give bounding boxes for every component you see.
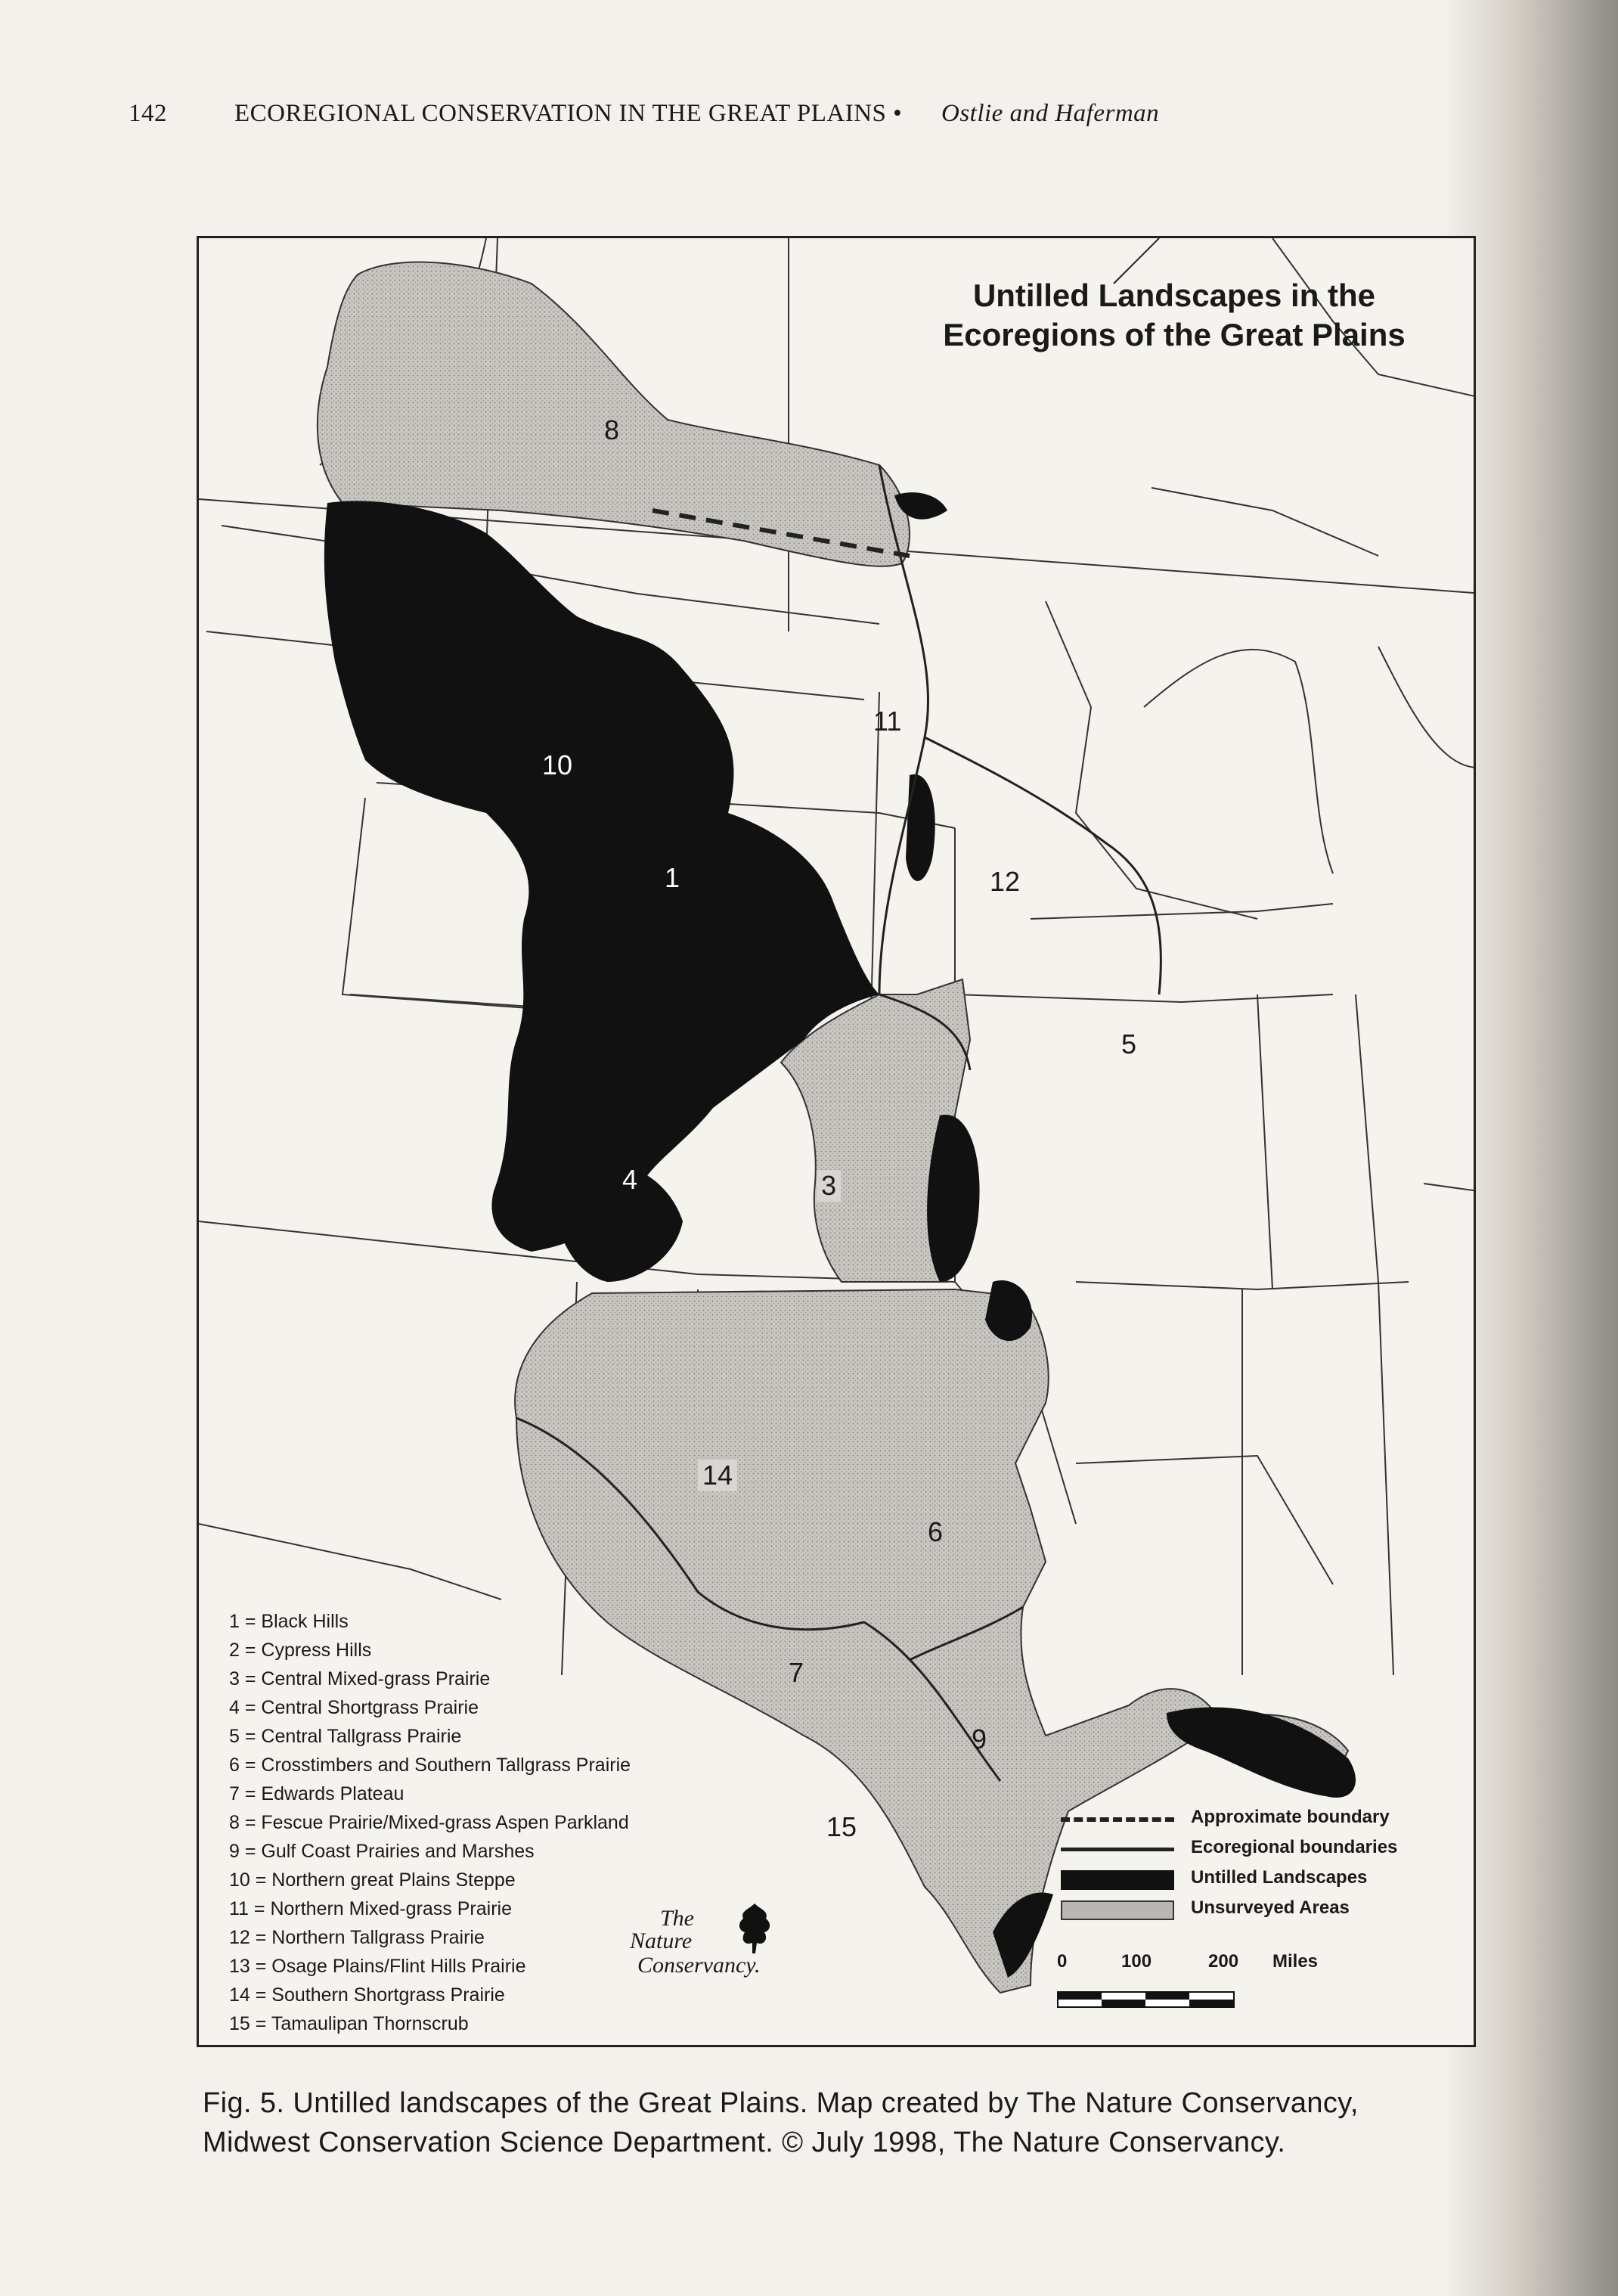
map-title-line1: Untilled Landscapes in the — [972, 278, 1376, 313]
map-title-line2: Ecoregions of the Great Plains — [943, 317, 1406, 352]
region-label-7: 7 — [789, 1657, 804, 1688]
region-label-10: 10 — [542, 749, 573, 780]
legend-item: 12 = Northern Tallgrass Prairie — [229, 1927, 485, 1948]
key-label-untilled: Untilled Landscapes — [1191, 1867, 1368, 1888]
page-number: 142 — [129, 100, 167, 127]
key-label-approximate: Approximate boundary — [1191, 1807, 1390, 1827]
legend-item: 6 = Crosstimbers and Southern Tallgrass Prairie — [229, 1755, 631, 1776]
scale-unit: Miles — [1272, 1951, 1319, 1972]
figure-caption — [203, 2083, 1488, 2162]
region-label-11: 11 — [873, 706, 902, 737]
key-label-unsurveyed: Unsurveyed Areas — [1191, 1897, 1350, 1918]
key-row-untilled — [1061, 1864, 1461, 1894]
running-head — [113, 100, 1361, 138]
legend-item: 8 = Fescue Prairie/Mixed-grass Aspen Parkland — [229, 1812, 629, 1833]
ecoregional-boundary-swatch — [1061, 1848, 1174, 1851]
region-label-8: 8 — [604, 414, 620, 445]
scale-tick-0: 0 — [1057, 1951, 1068, 1972]
untilled-swatch — [1061, 1870, 1174, 1890]
legend-item: 15 = Tamaulipan Thornscrub — [229, 2013, 469, 2034]
legend-item: 9 = Gulf Coast Prairies and Marshes — [229, 1841, 535, 1862]
legend-item: 3 = Central Mixed-grass Prairie — [229, 1668, 491, 1689]
key-row-unsurveyed — [1061, 1894, 1461, 1925]
region-label-1: 1 — [665, 862, 680, 893]
region-label-14: 14 — [698, 1460, 737, 1491]
legend-item: 4 = Central Shortgrass Prairie — [229, 1697, 479, 1718]
legend-item: 7 = Edwards Plateau — [229, 1783, 404, 1804]
legend-item: 11 = Northern Mixed-grass Prairie — [229, 1898, 512, 1919]
scale-tick-100: 100 — [1121, 1951, 1152, 1972]
approximate-boundary-swatch — [1061, 1817, 1174, 1822]
running-title: ECOREGIONAL CONSERVATION IN THE GREAT PLAINS • — [234, 100, 903, 127]
key-row-approximate — [1061, 1804, 1461, 1834]
legend-item: 2 = Cypress Hills — [229, 1640, 372, 1661]
scale-tick-200: 200 — [1208, 1951, 1239, 1972]
figure-frame — [197, 236, 1476, 2047]
unsurveyed-swatch — [1061, 1900, 1174, 1920]
region-label-9: 9 — [972, 1724, 987, 1755]
caption-line2: Midwest Conservation Science Department. © July 1998, The Nature Conservancy. — [203, 2127, 1286, 2158]
region-label-4: 4 — [622, 1164, 638, 1195]
key-row-ecoregional — [1061, 1834, 1461, 1864]
legend-item: 13 = Osage Plains/Flint Hills Prairie — [229, 1956, 526, 1977]
running-authors: Ostlie and Haferman — [941, 100, 1160, 127]
legend-item: 1 = Black Hills — [229, 1611, 349, 1632]
legend-item: 10 = Northern great Plains Steppe — [229, 1869, 516, 1891]
legend-item: 5 = Central Tallgrass Prairie — [229, 1726, 462, 1747]
scale-labels — [1046, 1951, 1363, 1981]
oak-leaf-icon — [736, 1902, 773, 1955]
key-label-ecoregional: Ecoregional boundaries — [1191, 1837, 1398, 1857]
logo-text-conservancy: Conservancy. — [637, 1953, 761, 1978]
region-label-5: 5 — [1121, 1029, 1137, 1060]
caption-line1: Fig. 5. Untilled landscapes of the Great Plains. Map created by The Nature Conservancy, — [203, 2087, 1359, 2119]
region-label-15: 15 — [826, 1811, 857, 1842]
scale-bar — [1057, 1991, 1235, 2008]
region-label-6: 6 — [928, 1516, 944, 1547]
region-label-3: 3 — [817, 1170, 841, 1202]
map-title — [902, 276, 1446, 355]
nature-conservancy-logo — [622, 1902, 781, 1985]
logo-text-the: The — [660, 1906, 694, 1931]
legend-item: 14 = Southern Shortgrass Prairie — [229, 1984, 505, 2006]
logo-text-nature: Nature — [630, 1928, 693, 1953]
region-label-12: 12 — [990, 866, 1021, 897]
